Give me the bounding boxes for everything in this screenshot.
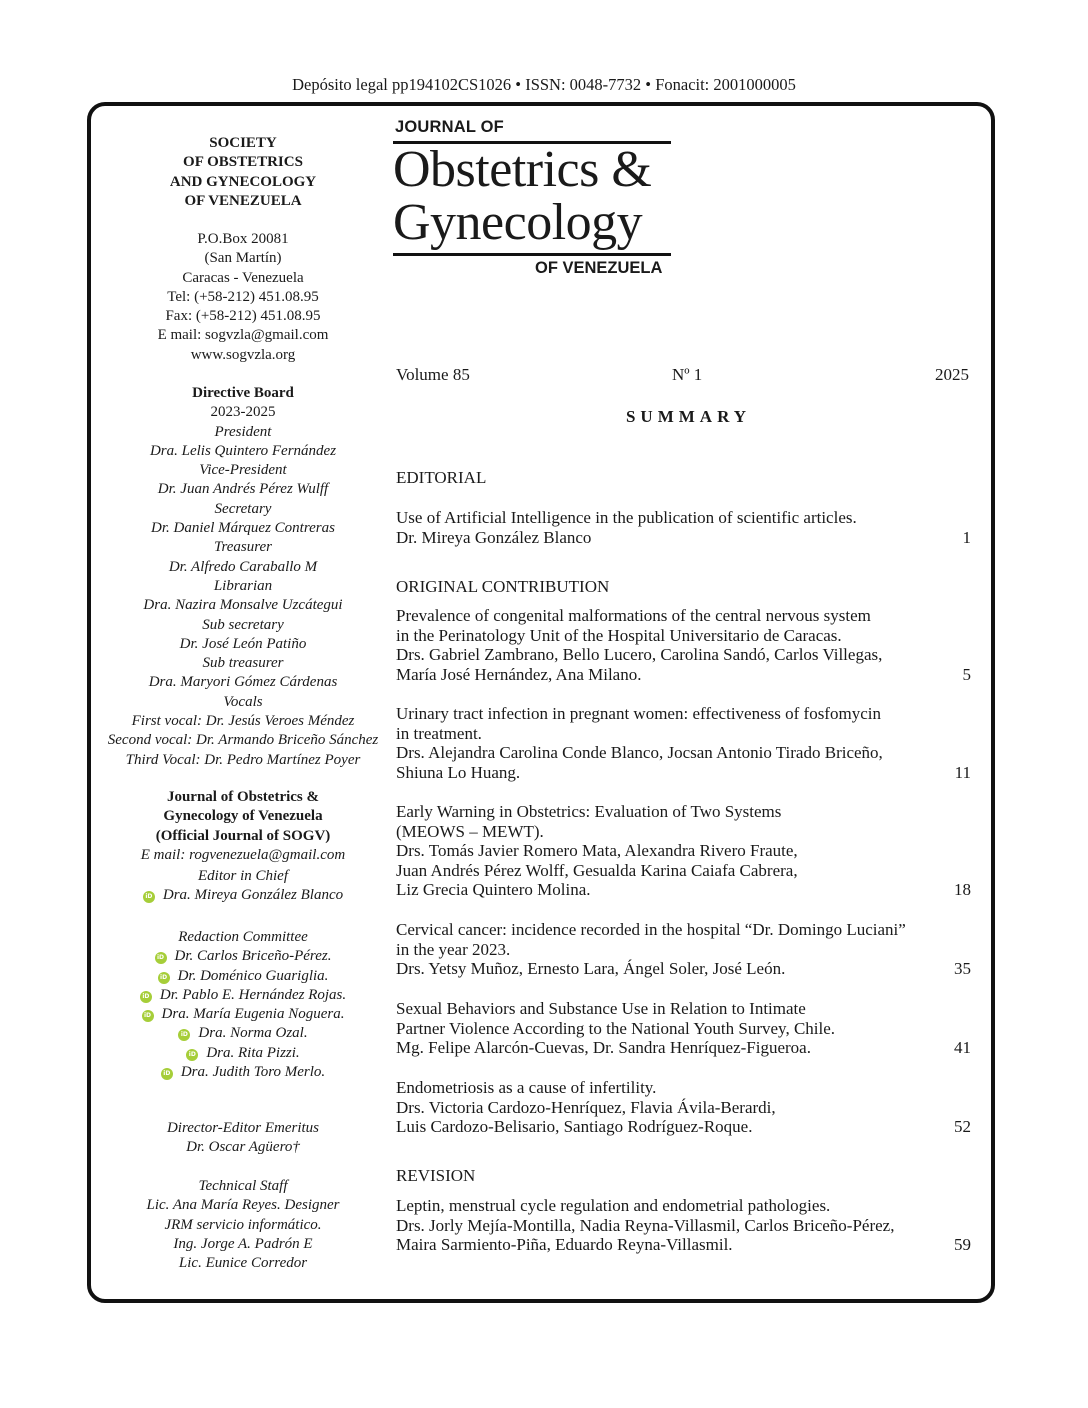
society-line: AND GYNECOLOGY [169,173,317,190]
section-editorial: EDITORIAL [396,468,487,487]
committee-member [98,1044,388,1063]
entry-page-number: 18 [954,880,971,899]
member-name: Dra. Norma Ozal. [198,1025,308,1042]
society-contact [98,230,388,365]
entry-line: in treatment. [396,723,482,743]
directive-board [98,384,388,770]
entry-page-number: 1 [962,527,971,547]
staff-member: JRM servicio informático. [164,1216,322,1233]
journal-info-line: (Official Journal of SOGV) [155,827,331,844]
entry-line: Maira Sarmiento-Piña, Eduardo Reyna-Villasmil. [396,1235,733,1254]
fax: Fax: (+58-212) 451.08.95 [165,308,321,325]
board-line: Dra. Lelis Quintero Fernández [149,442,337,459]
entry-page-number: 59 [954,1235,971,1254]
orcid-icon[interactable]: iD [178,1029,190,1041]
member-name: Dra. María Eugenia Noguera. [161,1006,345,1023]
entry-line: Mg. Felipe Alarcón-Cuevas, Dr. Sandra Henríquez-Figueroa. [396,1038,811,1057]
toc-entry[interactable] [396,802,971,900]
board-line: Dra. Nazira Monsalve Uzcátegui [143,597,343,614]
editor-title: Editor in Chief [198,868,288,885]
issue-number: Nº 1 [672,365,703,384]
board-line: First vocal: Dr. Jesús Veroes Méndez [131,713,355,730]
entry-line: Cervical cancer: incidence recorded in the hospital “Dr. Domingo Luciani” [396,920,906,939]
board-line: Second vocal: Dr. Armando Briceño Sánchez [107,732,379,749]
technical-staff [98,1177,388,1273]
orcid-icon[interactable]: iD [143,891,155,903]
redaction-title: Redaction Committee [178,929,308,945]
board-line: Sub treasurer [202,655,284,672]
committee-member [98,967,388,986]
masthead-journal-of: JOURNAL OF [395,118,504,136]
toc-entry[interactable] [396,508,971,547]
board-title: Directive Board [192,385,294,401]
member-name: Dr. Pablo E. Hernández Rojas. [159,986,347,1003]
member-name: Dr. Carlos Briceño-Pérez. [174,948,332,965]
entry-line: Dr. Mireya González Blanco [396,527,592,547]
society-name [98,134,388,211]
toc-entry[interactable] [396,999,971,1058]
entry-line: Drs. Gabriel Zambrano, Bello Lucero, Carolina Sandó, Carlos Villegas, [396,645,883,664]
entry-line: Use of Artificial Intelligence in the publication of scientific articles. [396,508,857,527]
entry-line: in the Perinatology Unit of the Hospital Universitario de Caracas. [396,625,842,645]
board-line: Dr. Juan Andrés Pérez Wulff [157,481,329,498]
editor-in-chief [98,886,388,905]
toc-entry[interactable] [396,606,971,684]
journal-info [98,788,388,906]
summary-heading: SUMMARY [625,407,752,426]
director-emeritus [98,1119,388,1158]
board-line: Third Vocal: Dr. Pedro Martínez Poyer [125,751,361,768]
member-name: Dra. Judith Toro Merlo. [180,1064,326,1081]
entry-line: María José Hernández, Ana Milano. [396,664,642,684]
entry-line: Drs. Victoria Cardozo-Henríquez, Flavia Ávila-Berardi, [396,1097,776,1117]
committee-member [98,1005,388,1024]
issue-year: 2025 [935,365,969,384]
committee-member [98,947,388,966]
volume-label: Volume 85 [396,365,470,384]
committee-member [98,1024,388,1043]
section-original-contribution: ORIGINAL CONTRIBUTION [396,577,610,596]
board-line: Sub secretary [202,616,284,633]
staff-member: Lic. Ana María Reyes. Designer [146,1197,340,1214]
journal-info-line: Gynecology of Venezuela [163,808,323,825]
board-line: Librarian [213,577,273,594]
orcid-icon[interactable]: iD [142,1010,154,1022]
society-line: SOCIETY [209,135,277,151]
entry-line: Drs. Alejandra Carolina Conde Blanco, Jocsan Antonio Tirado Briceño, [396,743,883,762]
journal-info-line: Journal of Obstetrics & [166,789,320,805]
staff-member: Ing. Jorge A. Padrón E [173,1235,313,1252]
staff-title: Technical Staff [198,1178,288,1194]
board-period: 2023-2025 [210,404,276,421]
entry-line: Partner Violence According to the National Youth Survey, Chile. [396,1018,836,1038]
entry-page-number: 41 [954,1038,971,1057]
society-email: E mail: sogvzla@gmail.com [157,327,329,344]
orcid-icon[interactable]: iD [155,952,167,964]
committee-member [98,986,388,1005]
orcid-icon[interactable]: iD [161,1068,173,1080]
entry-line: Drs. Tomás Javier Romero Mata, Alexandra Rivero Fraute, [396,841,798,860]
society-website: www.sogvzla.org [190,346,296,363]
entry-line: Juan Andrés Pérez Wolff, Gesualda Karina Caiafa Cabrera, [396,860,798,880]
toc-entry[interactable] [396,920,971,979]
masthead-title-line1: Obstetrics & [393,141,652,198]
editor-name: Dra. Mireya González Blanco [162,887,344,904]
member-name: Dr. Doménico Guariglia. [177,967,329,984]
entry-line: Urinary tract infection in pregnant women: effectiveness of fosfomycin [396,704,881,723]
entry-line: Drs. Yetsy Muñoz, Ernesto Lara, Ángel Soler, José León. [396,959,786,978]
toc-entry[interactable] [396,1196,971,1255]
entry-line: in the year 2023. [396,939,511,959]
board-line: Secretary [214,500,272,517]
board-line: Dr. Daniel Márquez Contreras [151,520,335,537]
board-line: Dra. Maryori Gómez Cárdenas [148,674,338,691]
legal-deposit-line: Depósito legal pp194102CS1026 • ISSN: 0048-7732 • Fonacit: 2001000005 [292,75,796,94]
masthead-title-line2: Gynecology [393,194,643,251]
journal-email: E mail: rogvenezuela@gmail.com [140,846,346,863]
entry-line: Shiuna Lo Huang. [396,762,521,782]
masthead-rule-bottom [393,253,671,256]
orcid-icon[interactable]: iD [140,991,152,1003]
board-line: Vice-President [199,462,287,479]
orcid-icon[interactable]: iD [186,1049,198,1061]
society-line: OF OBSTETRICS [183,154,303,171]
entry-line: Leptin, menstrual cycle regulation and endometrial pathologies. [396,1196,831,1215]
society-line: OF VENEZUELA [184,192,302,209]
committee-member [98,1063,388,1082]
emeritus-title: Director-Editor Emeritus [166,1120,320,1136]
entry-page-number: 11 [954,762,971,782]
toc-entry[interactable] [396,704,971,782]
masthead-of-venezuela: OF VENEZUELA [535,259,663,277]
entry-page-number: 35 [954,959,971,978]
member-name: Dra. Rita Pizzi. [206,1044,300,1061]
board-line: Dr. José León Patiño [179,635,307,652]
section-revision: REVISION [396,1166,476,1185]
board-line: Treasurer [213,539,273,556]
toc-entry[interactable] [396,1078,971,1137]
telephone: Tel: (+58-212) 451.08.95 [167,288,319,305]
city: Caracas - Venezuela [182,269,304,286]
entry-line: Sexual Behaviors and Substance Use in Relation to Intimate [396,999,806,1018]
entry-line: Luis Cardozo-Belisario, Santiago Rodríguez-Roque. [396,1117,753,1136]
board-line: Dr. Alfredo Caraballo M [168,558,318,575]
orcid-icon[interactable]: iD [158,972,170,984]
entry-line: Prevalence of congenital malformations of the central nervous system [396,606,871,625]
redaction-committee [98,928,388,1082]
entry-line: Liz Grecia Quintero Molina. [396,880,591,899]
entry-page-number: 52 [954,1117,971,1136]
board-line: Vocals [223,693,263,710]
entry-line: (MEOWS – MEWT). [396,821,544,841]
po-box-area: (San Martín) [204,250,282,267]
po-box: P.O.Box 20081 [197,231,289,247]
entry-line: Drs. Jorly Mejía-Montilla, Nadia Reyna-Villasmil, Carlos Briceño-Pérez, [396,1215,895,1235]
staff-member: Lic. Eunice Corredor [178,1255,308,1272]
entry-line: Endometriosis as a cause of infertility. [396,1078,657,1097]
entry-page-number: 5 [962,664,971,684]
board-line: President [214,423,272,440]
entry-line: Early Warning in Obstetrics: Evaluation of Two Systems [396,802,782,821]
emeritus-name: Dr. Oscar Agüero† [186,1139,300,1156]
